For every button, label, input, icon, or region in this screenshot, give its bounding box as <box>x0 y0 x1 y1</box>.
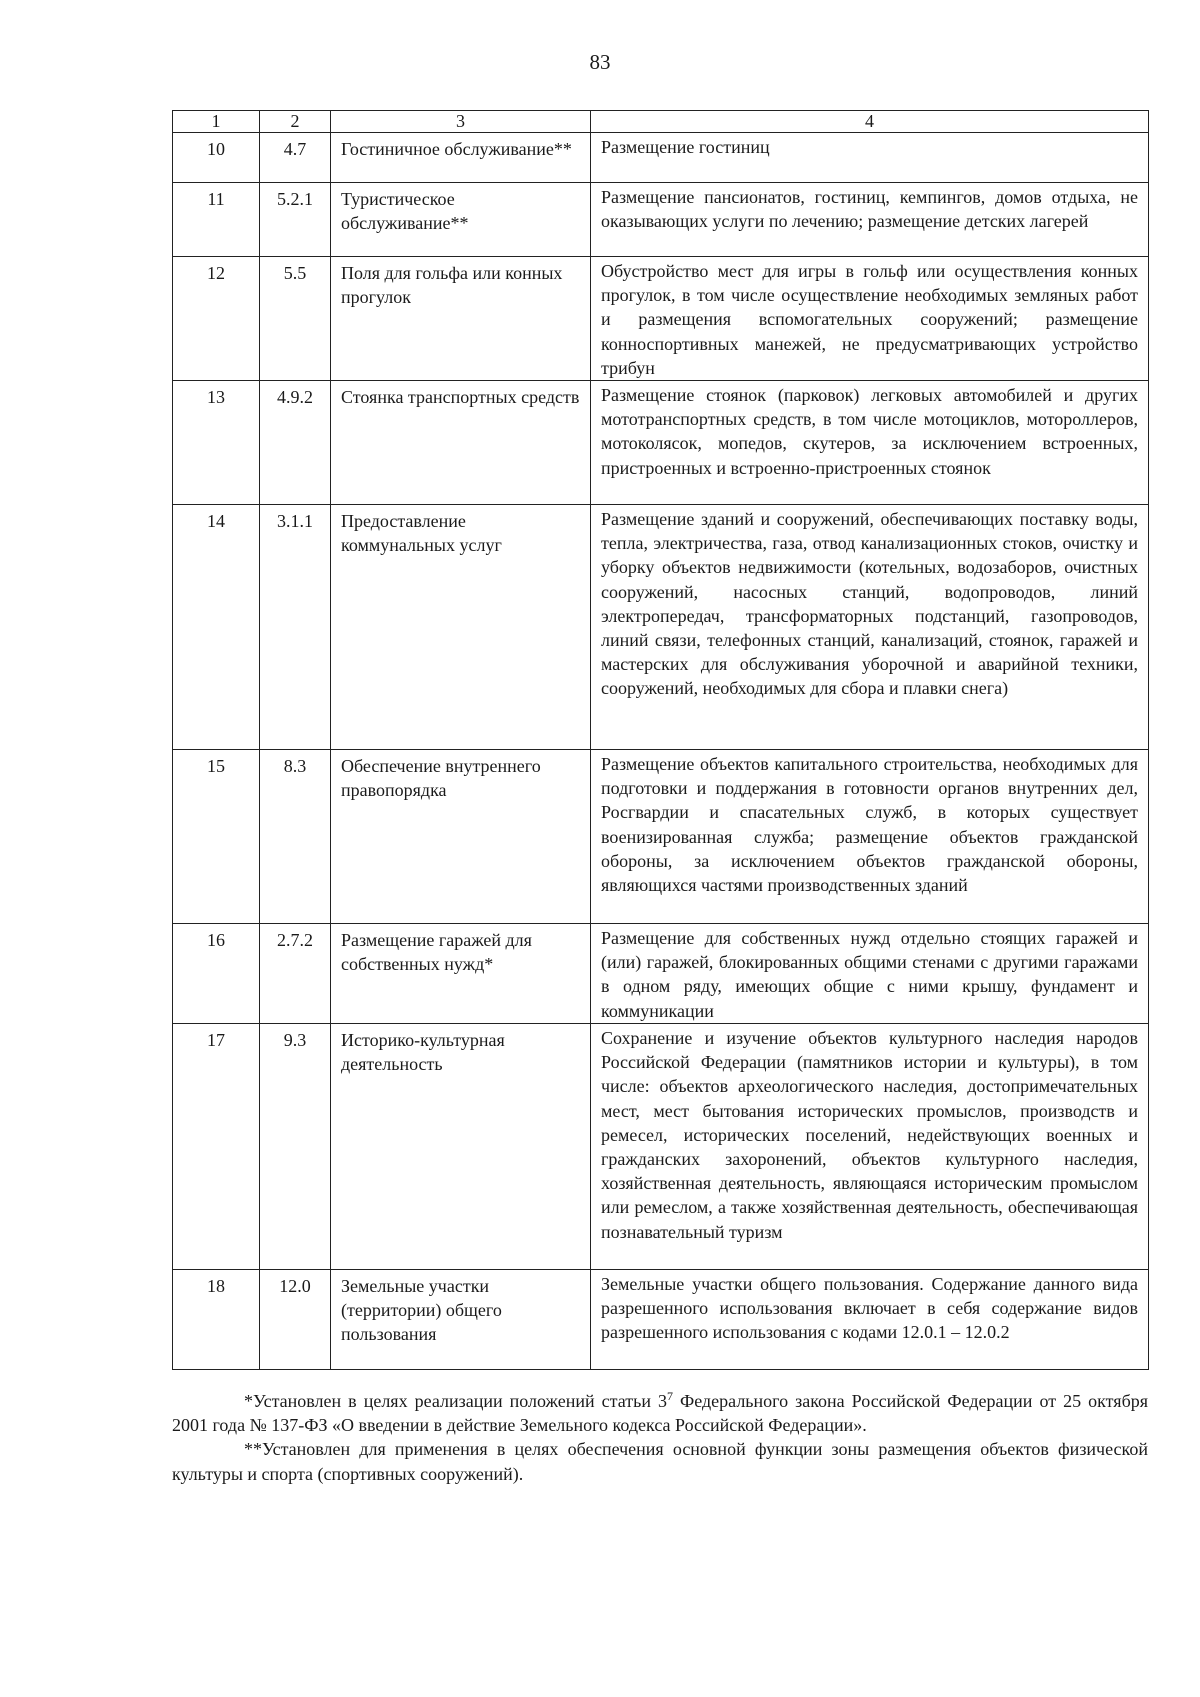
table-header-row <box>173 111 1149 133</box>
row-name: Поля для гольфа или конных прогулок <box>331 257 591 381</box>
footnote-1-superscript: 7 <box>667 1389 674 1403</box>
table-row <box>173 257 1149 381</box>
row-number: 17 <box>173 1024 260 1270</box>
footnote-1-text: *Установлен в целях реализации положений статьи 3 <box>244 1391 668 1411</box>
row-code: 5.2.1 <box>260 183 331 257</box>
row-description: Сохранение и изучение объектов культурного наследия народов Российской Федерации (памятников истории и культуры), в том числе: объектов археологического наследия, достопримечательных мест, мест бытования исторических промыслов, производств и ремесел, исторических поселений, недействующих военных и гражданских захоронений, объектов культурного наследия, хозяйственная деятельность, являющаяся историческим промыслом или ремеслом, а также хозяйственная деятельность, обеспечивающая познавательный туризм <box>591 1024 1149 1270</box>
row-number: 16 <box>173 924 260 1024</box>
footnote-1-text-cont: Федерального закона Российской Федерации от 25 октября 2001 года № 137-ФЗ «О введении в действие Земельного кодекса Российской Федерации». <box>172 1391 1149 1436</box>
header-col-3: 3 <box>331 111 591 133</box>
page-number: 83 <box>589 50 611 74</box>
table-row <box>173 133 1149 183</box>
row-name: Стоянка транспортных средств <box>331 381 591 505</box>
row-code: 4.9.2 <box>260 381 331 505</box>
row-code: 3.1.1 <box>260 505 331 750</box>
row-code: 2.7.2 <box>260 924 331 1024</box>
row-name: Гостиничное обслуживание** <box>331 133 591 183</box>
row-code: 4.7 <box>260 133 331 183</box>
header-col-4: 4 <box>591 111 1149 133</box>
row-name: Историко-культурная деятельность <box>331 1024 591 1270</box>
table-row <box>173 1270 1149 1370</box>
table-row <box>173 750 1149 924</box>
footnote-1 <box>172 1389 1148 1437</box>
row-number: 12 <box>173 257 260 381</box>
row-description: Размещение зданий и сооружений, обеспечивающих поставку воды, тепла, электричества, газа, отвод канализационных стоков, очистку и уборку объектов недвижимости (котельных, водозаборов, очистных сооружений, насосных станций, водопроводов, линий электропередач, трансформаторных подстанций, газопроводов, линий связи, телефонных станций, канализаций, стоянок, гаражей и мастерских для обслуживания уборочной и аварийной техники, сооружений, необходимых для сбора и плавки снега) <box>591 505 1149 750</box>
row-code: 5.5 <box>260 257 331 381</box>
row-description: Размещение гостиниц <box>591 133 1149 183</box>
row-name: Предоставление коммунальных услуг <box>331 505 591 750</box>
row-name: Земельные участки (территории) общего пользования <box>331 1270 591 1370</box>
header-col-2: 2 <box>260 111 331 133</box>
row-description: Размещение стоянок (парковок) легковых автомобилей и других мототранспортных средств, в том числе мотоциклов, мотороллеров, мотоколясок, мопедов, скутеров, за исключением встроенных, пристроенных и встроенно-пристроенных стоянок <box>591 381 1149 505</box>
row-name: Туристическое обслуживание** <box>331 183 591 257</box>
row-description: Размещение для собственных нужд отдельно стоящих гаражей и (или) гаражей, блокированных общими стенами с другими гаражами в одном ряду, имеющих общие с ними крышу, фундамент и коммуникации <box>591 924 1149 1024</box>
row-number: 13 <box>173 381 260 505</box>
row-name: Размещение гаражей для собственных нужд* <box>331 924 591 1024</box>
row-code: 8.3 <box>260 750 331 924</box>
table-row <box>173 924 1149 1024</box>
footnotes <box>172 1389 1148 1486</box>
row-code: 12.0 <box>260 1270 331 1370</box>
footnote-2: **Установлен для применения в целях обеспечения основной функции зоны размещения объектов физической культуры и спорта (спортивных сооружений). <box>172 1439 1148 1484</box>
row-description: Размещение объектов капитального строительства, необходимых для подготовки и поддержания в готовности органов внутренних дел, Росгвардии и спасательных служб, в которых существует военизированная служба; размещение объектов гражданской обороны, за исключением объектов гражданской обороны, являющихся частями производственных зданий <box>591 750 1149 924</box>
row-number: 15 <box>173 750 260 924</box>
row-number: 14 <box>173 505 260 750</box>
table-row <box>173 505 1149 750</box>
row-description: Земельные участки общего пользования. Содержание данного вида разрешенного использования включает в себя содержание видов разрешенного использования с кодами 12.0.1 – 12.0.2 <box>591 1270 1149 1370</box>
row-number: 10 <box>173 133 260 183</box>
row-number: 18 <box>173 1270 260 1370</box>
table-row <box>173 183 1149 257</box>
row-description: Размещение пансионатов, гостиниц, кемпингов, домов отдыха, не оказывающих услуги по лечению; размещение детских лагерей <box>591 183 1149 257</box>
row-number: 11 <box>173 183 260 257</box>
table <box>172 110 1149 1370</box>
row-code: 9.3 <box>260 1024 331 1270</box>
row-description: Обустройство мест для игры в гольф или осуществления конных прогулок, в том числе осуществление необходимых земляных работ и размещения вспомогательных сооружений; размещение конноспортивных манежей, не предусматривающих устройство трибун <box>591 257 1149 381</box>
row-name: Обеспечение внутреннего правопорядка <box>331 750 591 924</box>
header-col-1: 1 <box>173 111 260 133</box>
land-use-table <box>172 110 1148 1370</box>
table-row <box>173 381 1149 505</box>
table-row <box>173 1024 1149 1270</box>
